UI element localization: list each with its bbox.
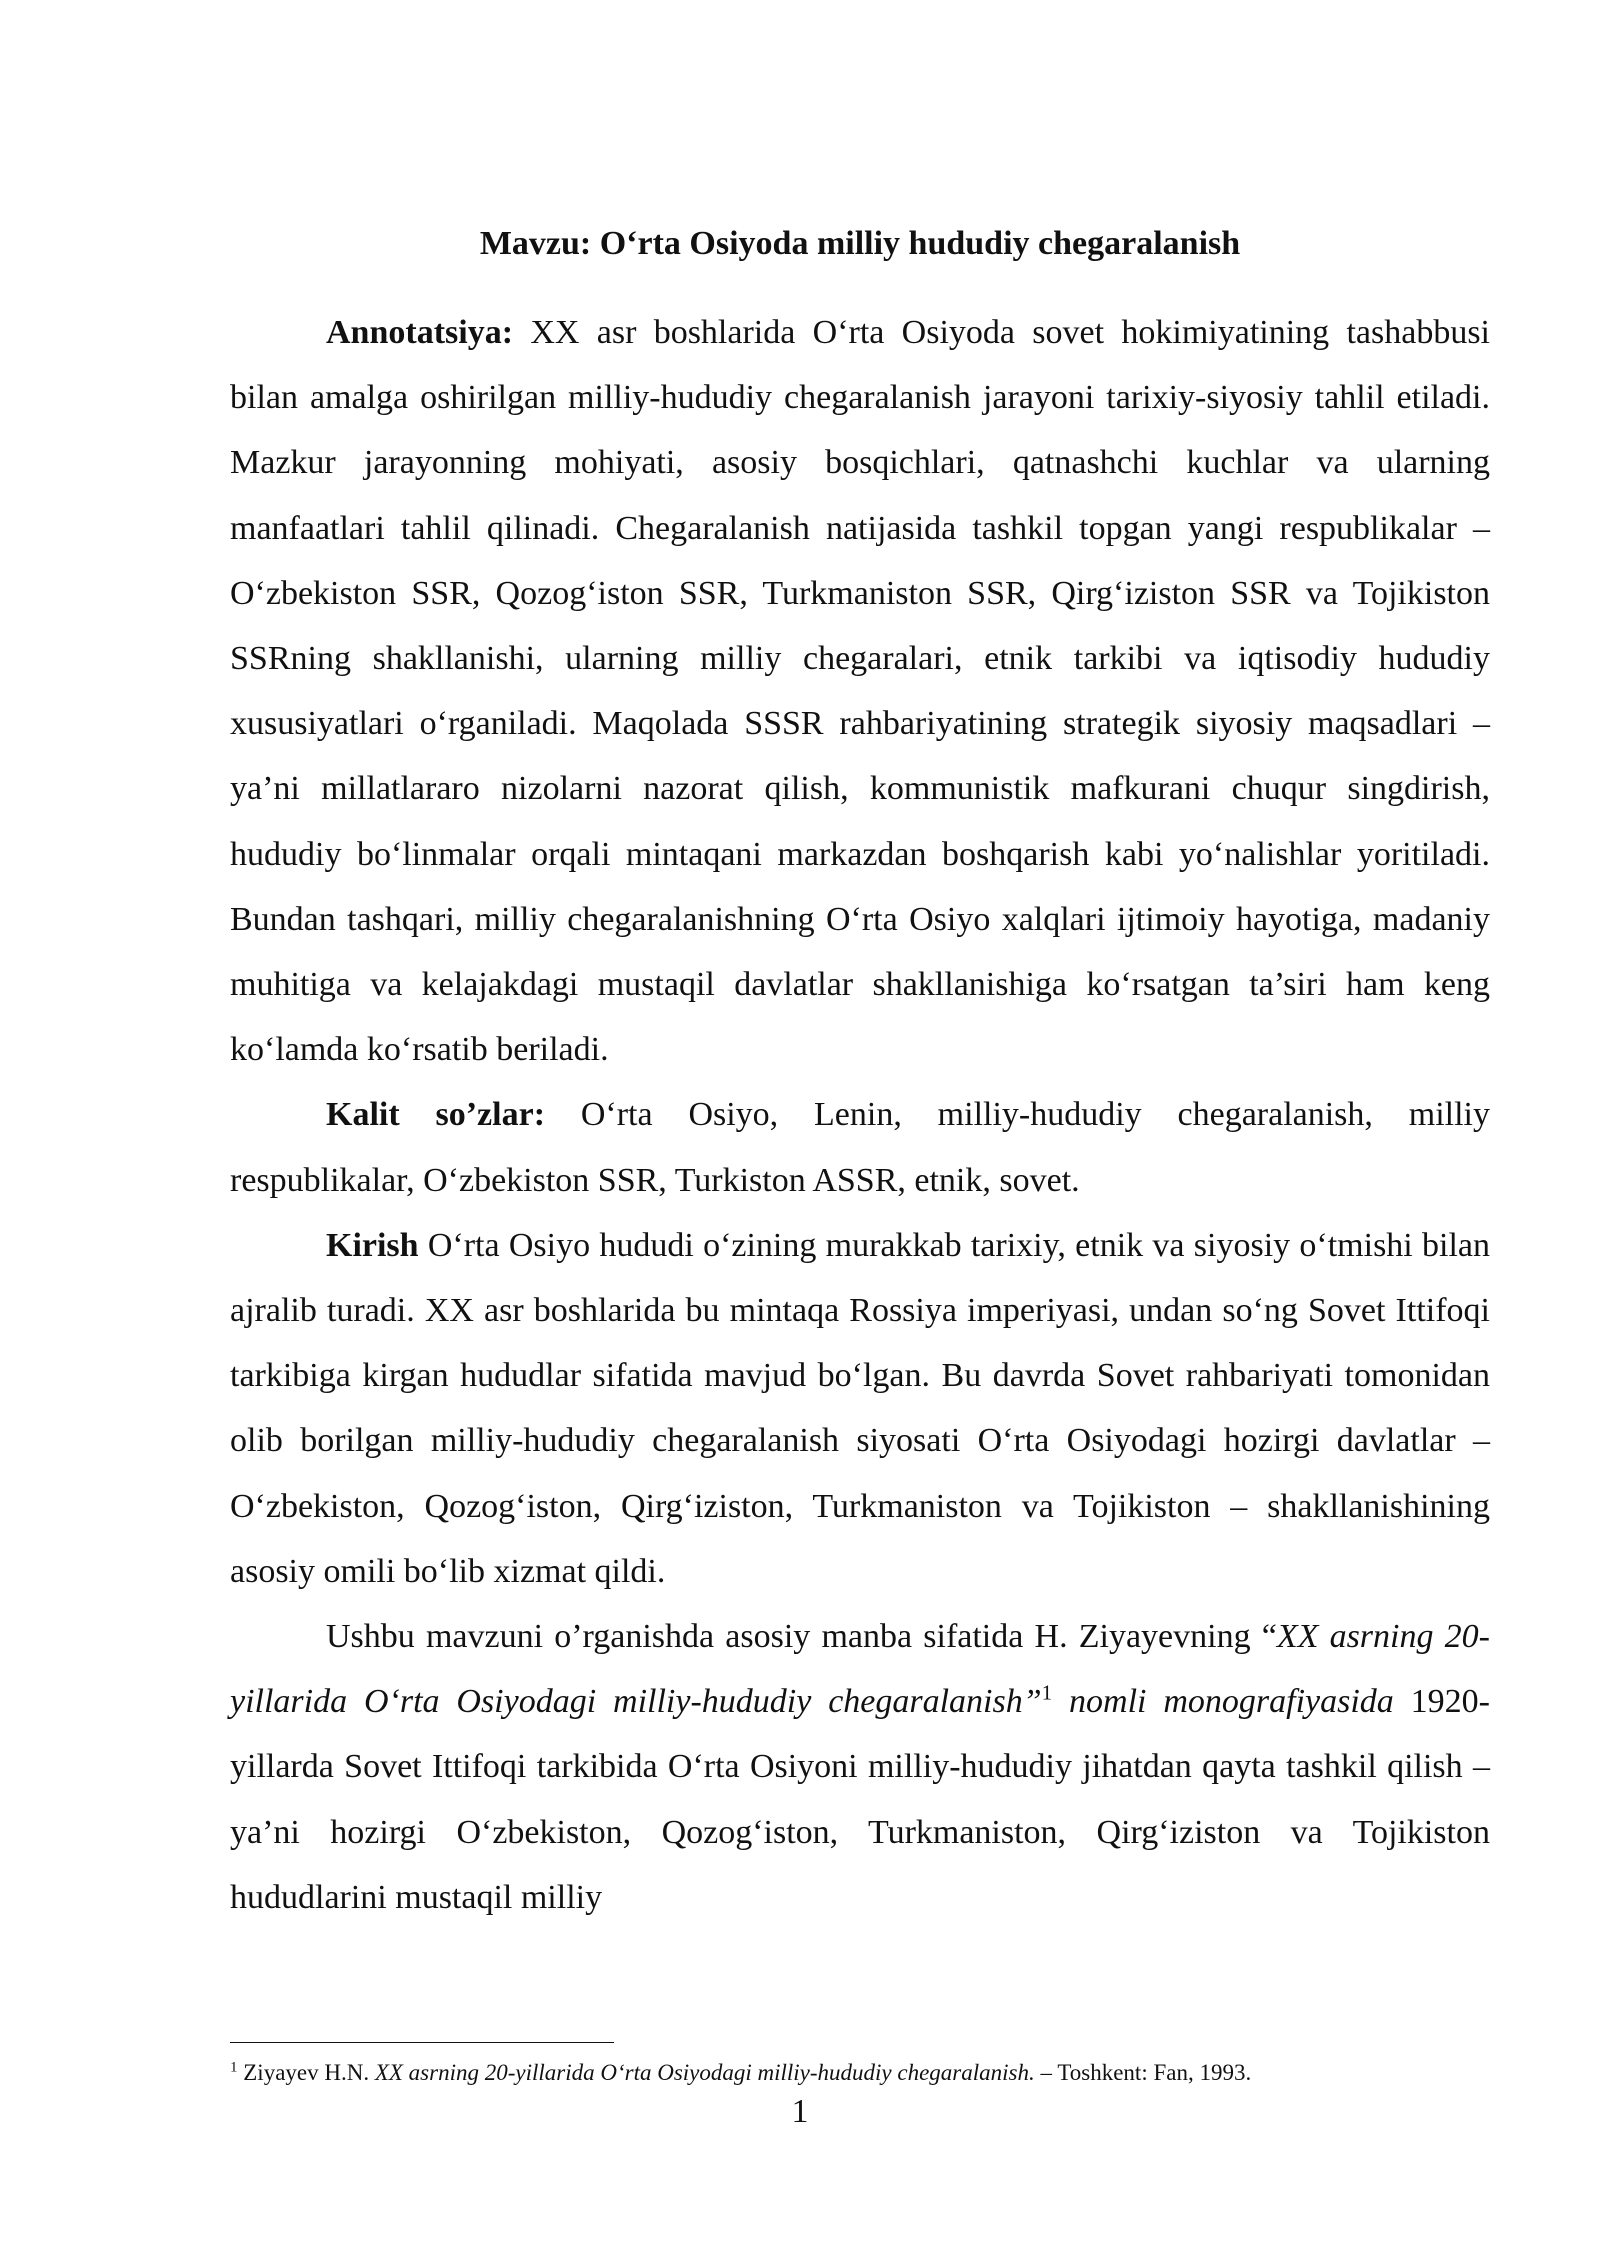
page-number: 1 <box>791 2093 809 2130</box>
body-text <box>230 300 1490 1930</box>
intro-text: O‘rta Osiyo hududi o‘zining murakkab tarixiy, etnik va siyosiy o‘tmishi bilan ajralib turadi. XX asr boshlarida bu mintaqa Rossiya imperiyasi, undan so‘ng Sovet Ittifoqi tarkibiga kirgan hududlar sifatida mavjud bo‘lgan. Bu davrda Sovet rahbariyati tomonidan olib borilgan milliy-hududiy chegaralanish siyosati O‘rta Osiyodagi hozirgi davlatlar – O‘zbekiston, Qozog‘iston, Qirg‘iziston, Turkmaniston va Tojikiston – shakllanishining asosiy omili bo‘lib xizmat qildi. <box>230 1226 1490 1590</box>
footnote-publisher: – Toshkent: Fan, 1993. <box>1034 2060 1252 2085</box>
footnote-author: Ziyayev H.N. <box>237 2060 375 2085</box>
keywords-label: Kalit so’zlar: <box>326 1096 546 1134</box>
footnote <box>230 2058 1490 2088</box>
keywords-paragraph <box>230 1082 1490 1212</box>
source-italic-tail: nomli monografiyasida <box>1052 1683 1394 1721</box>
keywords-text: O‘rta Osiyo, Lenin, milliy-hududiy chegaralanish, milliy respublikalar, O‘zbekiston SSR, Turkiston ASSR, etnik, sovet. <box>230 1096 1490 1199</box>
source-paragraph <box>230 1604 1490 1930</box>
annotation-label: Annotatsiya: <box>326 314 514 351</box>
source-close-quote: ” <box>1022 1683 1042 1721</box>
annotation-text: XX asr boshlarida O‘rta Osiyoda sovet hokimiyatining tashabbusi bilan amalga oshirilgan milliy-hududiy chegaralanish jarayoni tarixiy-siyosiy tahlil etiladi. Mazkur jarayonning mohiyati, asosiy bosqichlari, qatnashchi kuchlar va ularning manfaatlari tahlil qilinadi. Chegaralanish natijasida tashkil topgan yangi respublikalar – O‘zbekiston SSR, Qozog‘iston SSR, Turkmaniston SSR, Qirg‘iziston SSR va Tojikiston SSRning shakllanishi, ularning milliy chegaralari, etnik tarkibi va iqtisodiy hududiy xususiyatlari o‘rganiladi. Maqolada SSSR rahbariyatining strategik siyosiy maqsadlari – ya’ni millatlararo nizolarni nazorat qilish, kommunistik mafkurani chuqur singdirish, hududiy bo‘linmalar orqali mintaqani markazdan boshqarish kabi yo‘nalishlar yoritiladi. Bundan tashqari, milliy chegaralanishning O‘rta Osiyo xalqlari ijtimoiy hayotiga, madaniy muhitiga va kelajakdagi mustaqil davlatlar shakllanishiga ko‘rsatgan ta’siri ham keng ko‘lamda ko‘rsatib beriladi. <box>230 314 1490 1069</box>
intro-label: Kirish <box>326 1226 419 1264</box>
source-lead: Ushbu mavzuni o’rganishda asosiy manba sifatida H. Ziyayevning “ <box>326 1618 1277 1656</box>
source-book-title: XX asrning 20-yillarida O‘rta Osiyodagi milliy-hududiy chegaralanish <box>230 1618 1490 1721</box>
footnote-title: XX asrning 20-yillarida O‘rta Osiyodagi milliy-hududiy chegaralanish. <box>374 2060 1035 2085</box>
paper-title: Mavzu: O‘rta Osiyoda milliy hududiy chegaralanish <box>479 225 1241 262</box>
source-text: 1920-yillarda Sovet Ittifoqi tarkibida O‘rta Osiyoni milliy-hududiy jihatdan qayta tashkil qilish – ya’ni hozirgi O‘zbekiston, Qozog‘iston, Turkmaniston, Qirg‘iziston va Tojikiston hududlarini mustaqil milliy <box>230 1683 1490 1916</box>
annotation-paragraph <box>230 300 1490 1082</box>
intro-paragraph <box>230 1213 1490 1604</box>
footnote-reference[interactable]: 1 <box>1041 1680 1053 1705</box>
footnote-separator <box>230 2042 614 2043</box>
footnote-number: 1 <box>230 2059 238 2076</box>
